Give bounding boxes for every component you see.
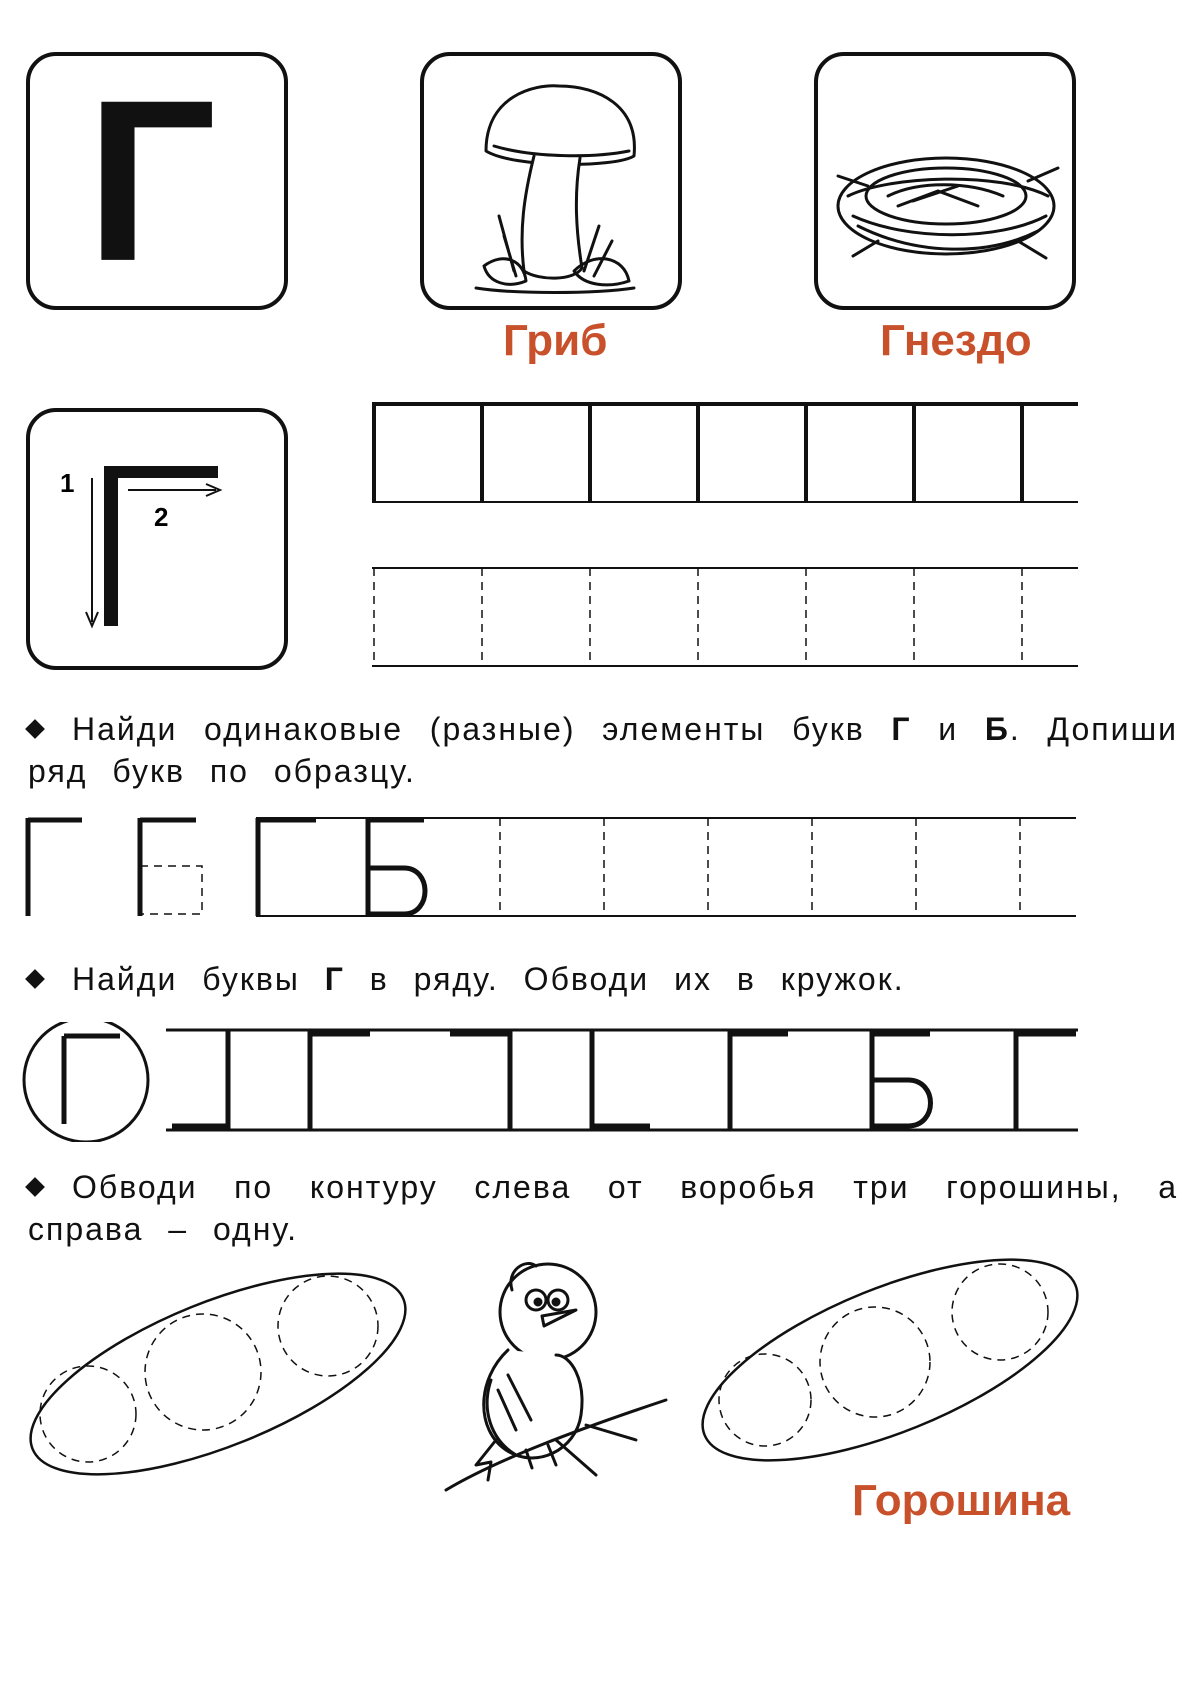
find-letters-row[interactable] — [20, 1022, 1090, 1142]
stroke-step-1: 1 — [60, 468, 75, 498]
nest-icon — [818, 56, 1072, 306]
stroke-order-diagram — [30, 412, 284, 666]
letter-card — [26, 52, 288, 310]
letter-pattern-row[interactable] — [20, 812, 1080, 922]
stroke-step-2: 2 — [154, 502, 169, 532]
mushroom-card — [420, 52, 682, 310]
nest-card — [814, 52, 1076, 310]
word-nest: Гнездо — [880, 316, 1032, 365]
writing-cells-dashed[interactable] — [370, 562, 1080, 672]
word-mushroom: Гриб — [503, 316, 608, 365]
pea-pod-right[interactable] — [690, 1250, 1090, 1470]
bullet-diamond — [25, 1177, 45, 1197]
mushroom-icon — [424, 56, 678, 306]
stroke-order-card — [26, 408, 288, 670]
bullet-diamond — [25, 969, 45, 989]
pea-pod-left[interactable] — [18, 1264, 418, 1484]
word-pea: Горошина — [852, 1476, 1071, 1525]
letter-g-large: Г — [86, 52, 217, 309]
writing-cells-solid[interactable] — [370, 398, 1080, 508]
instruction-1: Найди одинаковые (разные) элементы букв Г и Б. Допиши ряд букв по образцу. — [28, 708, 1178, 792]
sparrow-icon — [436, 1240, 676, 1500]
instruction-2: Найди буквы Г в ряду. Обводи их в кружок. — [28, 958, 1178, 1000]
instruction-3: Обводи по контуру слева от воробья три горошины, а справа – одну. — [28, 1166, 1178, 1250]
bullet-diamond — [25, 719, 45, 739]
